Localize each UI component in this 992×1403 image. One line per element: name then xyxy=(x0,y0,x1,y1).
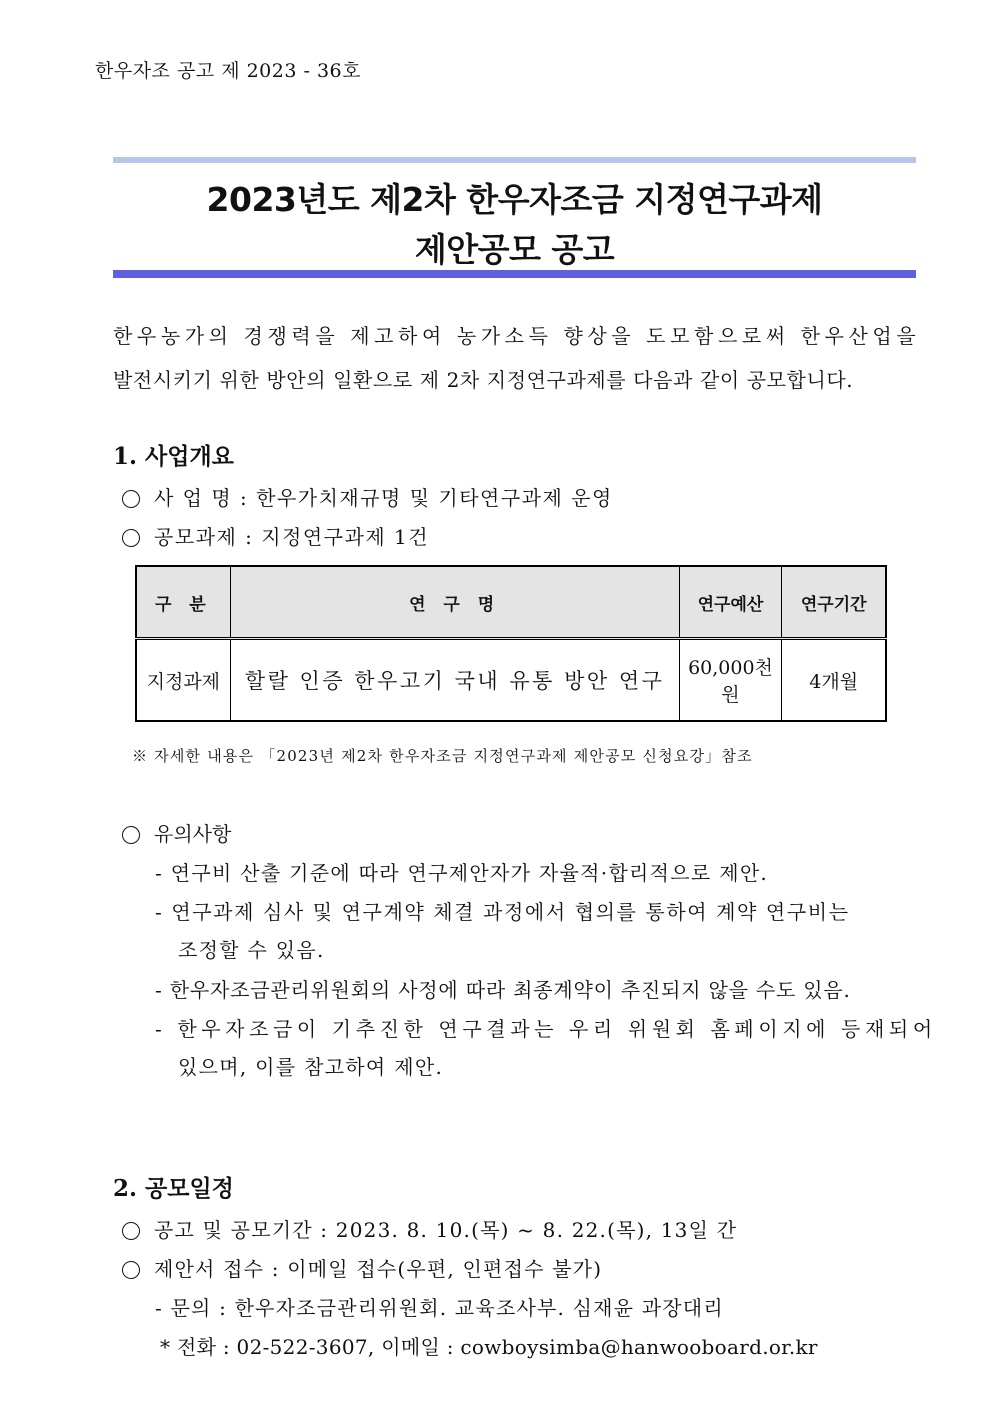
business-name-text: 사 업 명 : 한우가치재규명 및 기타연구과제 운영 xyxy=(154,486,613,510)
circle-bullet-icon xyxy=(122,1222,140,1240)
period-text: 공고 및 공모기간 : 2023. 8. 10.(목) ~ 8. 22.(목), 13일 간 xyxy=(154,1218,738,1242)
table-header-category: 구 분 xyxy=(136,566,230,639)
project-table xyxy=(135,565,887,722)
reference-note: ※ 자세한 내용은 「2023년 제2차 한우자조금 지정연구과제 제안공모 신청요강」참조 xyxy=(132,747,753,765)
caution-title-text: 유의사항 xyxy=(154,822,232,846)
caution-title-item xyxy=(122,818,231,847)
subject-text: 공모과제 : 지정연구과제 1건 xyxy=(154,525,430,549)
caution-item-3: - 한우자조금관리위원회의 사정에 따라 최종계약이 추진되지 않을 수도 있음. xyxy=(155,978,851,1002)
caution-item-4-cont: 있으며, 이를 참고하여 제안. xyxy=(178,1055,444,1079)
contact-line: * 전화 : 02-522-3607, 이메일 : cowboysimba@hanwooboard.or.kr xyxy=(160,1335,818,1359)
table-cell-period: 4개월 xyxy=(782,639,886,722)
table-header-budget: 연구예산 xyxy=(679,566,782,639)
caution-item-4: - 한우자조금이 기추진한 연구결과는 우리 위원회 홈페이지에 등재되어 xyxy=(155,1017,937,1041)
intro-line2: 발전시키기 위한 방안의 일환으로 제 2차 지정연구과제를 다음과 같이 공모합니다. xyxy=(113,368,854,392)
table-header-row xyxy=(136,566,886,639)
circle-bullet-icon xyxy=(122,529,140,547)
section2-heading: 2. 공모일정 xyxy=(113,1175,234,1202)
table-row xyxy=(136,639,886,722)
business-name-item xyxy=(122,482,613,511)
submission-item xyxy=(122,1253,602,1282)
submission-text: 제안서 접수 : 이메일 접수(우편, 인편접수 불가) xyxy=(154,1257,603,1281)
table-header-period: 연구기간 xyxy=(782,566,886,639)
title-bottom-bar xyxy=(113,270,916,278)
table-header-title: 연 구 명 xyxy=(230,566,679,639)
circle-bullet-icon xyxy=(122,1261,140,1279)
period-item xyxy=(122,1214,737,1243)
page-title-line2: 제안공모 공고 xyxy=(414,230,615,269)
section1-heading: 1. 사업개요 xyxy=(113,443,234,470)
title-top-bar xyxy=(113,157,916,163)
table-cell-category: 지정과제 xyxy=(136,639,230,722)
inquiry-line: - 문의 : 한우자조금관리위원회. 교육조사부. 심재윤 과장대리 xyxy=(155,1296,724,1320)
subject-item xyxy=(122,521,429,550)
page-title-line1: 2023년도 제2차 한우자조금 지정연구과제 xyxy=(206,180,823,219)
caution-item-2-cont: 조정할 수 있음. xyxy=(178,938,325,962)
table-cell-budget: 60,000천원 xyxy=(679,639,782,722)
circle-bullet-icon xyxy=(122,490,140,508)
notice-number: 한우자조 공고 제 2023 - 36호 xyxy=(95,60,361,82)
circle-bullet-icon xyxy=(122,826,140,844)
caution-item-2: - 연구과제 심사 및 연구계약 체결 과정에서 협의를 통하여 계약 연구비는 xyxy=(155,900,850,924)
caution-item-1: - 연구비 산출 기준에 따라 연구제안자가 자율적·합리적으로 제안. xyxy=(155,861,769,885)
intro-line1: 한우농가의 경쟁력을 제고하여 농가소득 향상을 도모함으로써 한우산업을 xyxy=(113,324,921,348)
table-cell-title: 할랄 인증 한우고기 국내 유통 방안 연구 xyxy=(230,639,679,722)
